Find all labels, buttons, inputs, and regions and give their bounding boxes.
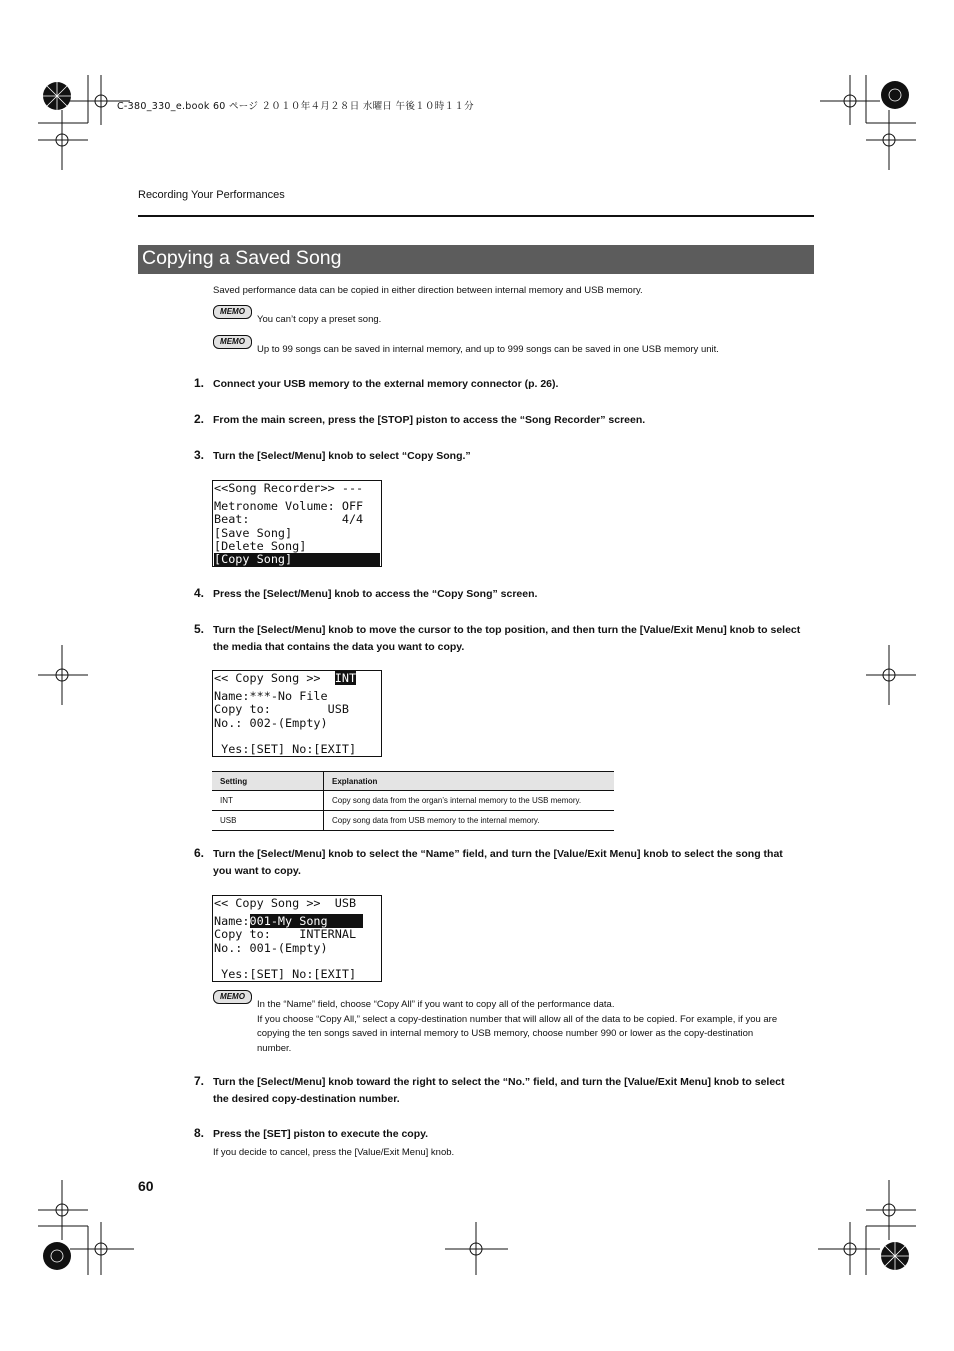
step-text: Press the [SET] piston to execute the copy.	[213, 1128, 429, 1140]
lcd-copy-song-usb	[212, 895, 382, 982]
step-text: Turn the [Select/Menu] knob to select the “Name” field, and turn the [Value/Exit Menu] knob to select the song that you want to copy.	[213, 848, 783, 877]
settings-table	[212, 771, 614, 831]
memo-line: If you choose “Copy All,” select a copy-destination number that will allow all of the data to be copied. For example, if you are	[257, 1013, 778, 1025]
table-header: Setting	[212, 772, 324, 791]
intro-text: Saved performance data can be copied in either direction between internal memory and USB memory.	[213, 285, 643, 296]
table-row	[212, 791, 614, 811]
step-text: Turn the [Select/Menu] knob toward the right to select the “No.” field, and turn the [Value/Exit Menu] knob to select the desired copy-destination number.	[213, 1076, 785, 1105]
lcd-line	[214, 955, 380, 968]
header-rule	[138, 215, 814, 217]
step-text: Turn the [Select/Menu] knob to select “Copy Song.”	[213, 450, 471, 462]
step-number: 6.	[193, 846, 204, 860]
table-row	[212, 811, 614, 831]
lcd-copy-song-int	[212, 670, 382, 757]
step-text: From the main screen, press the [STOP] piston to access the “Song Recorder” screen.	[213, 414, 646, 426]
lcd-line: Yes:[SET] No:[EXIT]	[214, 966, 357, 981]
step-number: 2.	[193, 412, 204, 426]
lcd-text: << Copy Song >>	[214, 671, 335, 685]
lcd-line	[214, 730, 380, 743]
step-text: Press the [Select/Menu] knob to access the “Copy Song” screen.	[213, 588, 538, 600]
table-cell: Copy song data from the organ’s internal memory to the USB memory.	[324, 791, 615, 811]
step-number: 4.	[193, 586, 204, 600]
step-number: 8.	[193, 1126, 204, 1140]
step-number: 5.	[193, 622, 204, 636]
memo-icon: MEMO	[213, 335, 252, 349]
memo-text-block	[257, 998, 802, 1056]
lcd-line: [Delete Song]	[214, 538, 307, 553]
step-number: 3.	[193, 448, 204, 462]
section-title-bar	[138, 245, 814, 274]
lcd-line-selected: [Copy Song]	[214, 553, 380, 566]
lcd-line: No.: 002-(Empty)	[214, 715, 328, 730]
table-header: Explanation	[324, 772, 615, 791]
lcd-line: Copy to: INTERNAL	[214, 927, 357, 942]
step-number: 1.	[193, 376, 204, 390]
memo-line: In the “Name” field, choose “Copy All” if you want to copy all of the performance data.	[257, 999, 615, 1010]
lcd-line: No.: 001-(Empty)	[214, 940, 328, 955]
table-cell: Copy song data from USB memory to the internal memory.	[324, 811, 615, 831]
lcd-name-selected: 001-My Song	[249, 914, 364, 929]
lcd-line: Name:***-No File	[214, 689, 328, 704]
print-header: C-380_330_e.book 60 ページ ２０１０年４月２８日 水曜日 午後１０時１１分	[117, 101, 474, 112]
step-number: 7.	[193, 1074, 204, 1088]
lcd-line: Yes:[SET] No:[EXIT]	[214, 741, 357, 756]
lcd-media-selected: INT	[334, 671, 357, 685]
memo-text: You can’t copy a preset song.	[257, 314, 382, 325]
lcd-line	[214, 672, 380, 685]
running-header: Recording Your Performances	[138, 189, 285, 201]
memo-text: Up to 99 songs can be saved in internal memory, and up to 999 songs can be saved in one USB memory unit.	[257, 344, 719, 355]
table-cell: USB	[212, 811, 324, 831]
step-text: Connect your USB memory to the external memory connector (p. 26).	[213, 378, 559, 390]
lcd-line: Beat: 4/4	[214, 512, 364, 527]
table-cell: INT	[212, 791, 324, 811]
section-title: Copying a Saved Song	[142, 247, 342, 269]
lcd-line: [Save Song]	[214, 525, 293, 540]
lcd-line: Copy to: USB	[214, 702, 349, 717]
lcd-line: Metronome Volume: OFF	[214, 499, 364, 514]
lcd-line: << Copy Song >> USB	[214, 896, 357, 910]
memo-icon: MEMO	[213, 990, 252, 1004]
page-number: 60	[138, 1178, 154, 1194]
memo-line: copying the ten songs saved in internal memory to USB memory, choose number 990 or lower as the copy-destination	[257, 1028, 754, 1039]
step-text: Turn the [Select/Menu] knob to move the cursor to the top position, and then turn the [Value/Exit Menu] knob to select the media that contains the data you want to copy.	[213, 624, 801, 653]
lcd-text: Name:	[214, 914, 250, 929]
memo-icon: MEMO	[213, 305, 252, 319]
table-header-row	[212, 772, 614, 791]
lcd-line: <<Song Recorder>> ---	[214, 481, 364, 495]
cancel-note: If you decide to cancel, press the [Value/Exit Menu] knob.	[213, 1147, 455, 1158]
memo-line: number.	[257, 1042, 292, 1054]
lcd-song-recorder	[212, 480, 382, 567]
